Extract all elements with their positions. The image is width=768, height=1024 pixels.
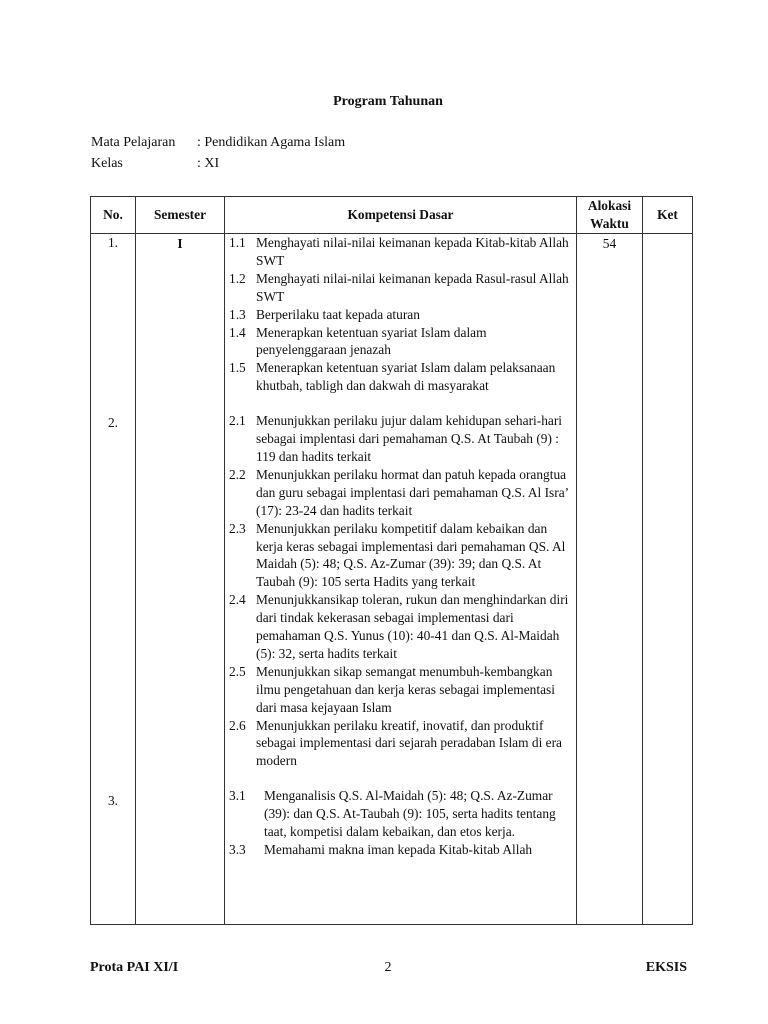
header-no: No. — [91, 197, 136, 234]
header-semester: Semester — [136, 197, 225, 234]
list-item: 1.5 Menerapkan ketentuan syariat Islam dalam pelaksanaan khutbah, tabligh dan dakwah di masyarakat — [229, 360, 556, 394]
table-row — [91, 234, 693, 925]
mata-pelajaran-label: Mata Pelajaran — [91, 135, 176, 150]
semester-value: I — [177, 236, 183, 251]
list-item: 2.5 Menunjukkan sikap semangat menumbuh-kembangkan ilmu pengetahuan dan kerja keras sebagai implementasi dari masa kejayaan Islam — [229, 663, 555, 715]
row-number: 1. — [107, 235, 119, 250]
list-item: 3.3 Memahami makna iman kepada Kitab-kitab Allah — [229, 842, 533, 857]
mata-pelajaran-value: : Pendidikan Agama Islam — [197, 135, 346, 150]
row-number: 3. — [107, 793, 119, 808]
list-item: 1.2 Menghayati nilai-nilai keimanan kepada Rasul-rasul Allah SWT — [229, 270, 569, 304]
page-title: Program Tahunan — [333, 94, 443, 109]
list-item: 1.1 Menghayati nilai-nilai keimanan kepada Kitab-kitab Allah SWT — [229, 235, 569, 268]
list-item: 1.3 Berperilaku taat kepada aturan — [229, 306, 420, 322]
kompetensi-list — [225, 234, 576, 924]
list-item: 1.4 Menerapkan ketentuan syariat Islam dalam penyelenggaraan jenazah — [229, 324, 487, 358]
kelas-label: Kelas — [91, 156, 123, 171]
header-kompetensi: Kompetensi Dasar — [225, 197, 577, 234]
ket-cell — [643, 234, 693, 925]
header-alokasi-line2: Waktu — [590, 216, 629, 231]
mata-pelajaran-row — [91, 135, 345, 151]
alokasi-value: 54 — [602, 236, 617, 251]
row-number: 2. — [107, 415, 119, 430]
footer-left: Prota PAI XI/I — [90, 960, 179, 975]
kelas-value: : XI — [197, 156, 220, 171]
page-number: 2 — [384, 960, 392, 975]
list-item: 2.2 Menunjukkan perilaku hormat dan patuh kepada orangtua dan guru sebagai implentasi dari pemahaman Q.S. Al Isra’ (17): 23-24 dan hadits terkait — [229, 466, 569, 518]
footer-right: EKSIS — [645, 960, 687, 975]
kompetensi-cell — [225, 234, 577, 925]
no-cell — [91, 234, 136, 925]
semester-cell — [136, 234, 225, 925]
list-item: 2.1 Menunjukkan perilaku jujur dalam kehidupan sehari-hari sebagai implentasi dari pemahaman Q.S. At Taubah (9) : 119 dan hadits terkait — [229, 413, 563, 464]
header-alokasi — [577, 197, 643, 234]
header-ket: Ket — [643, 197, 693, 234]
program-table — [90, 196, 693, 925]
table-header-row — [91, 197, 693, 234]
list-item: 2.3 Menunjukkan perilaku kompetitif dalam kebaikan dan kerja keras sebagai implementasi dari pemahaman QS. Al Maidah (5): 48; Q.S. Az-Zumar (39): 39; dan Q.S. At Taubah (9): 105 serta Hadits yang terkait — [229, 520, 566, 590]
list-item: 2.6 Menunjukkan perilaku kreatif, inovatif, dan produktif sebagai implementasi dari sejarah peradaban Islam di era modern — [229, 717, 562, 769]
list-item: 3.1 Menganalisis Q.S. Al-Maidah (5): 48; Q.S. Az-Zumar (39): dan Q.S. At-Taubah (9): 105, serta hadits tentang taat, kompetisi dalam kebaikan, dan etos kerja. — [229, 788, 556, 840]
list-item: 2.4 Menunjukkansikap toleran, rukun dan menghindarkan diri dari tindak kekerasan sebagai implementasi dari pemahaman Q.S. Yunus (10): 40-41 dan Q.S. Al-Maidah (5): 32, serta hadits terkait — [229, 592, 569, 661]
alokasi-cell — [577, 234, 643, 925]
header-alokasi-line1: Alokasi — [587, 198, 632, 214]
kelas-row — [91, 156, 219, 172]
